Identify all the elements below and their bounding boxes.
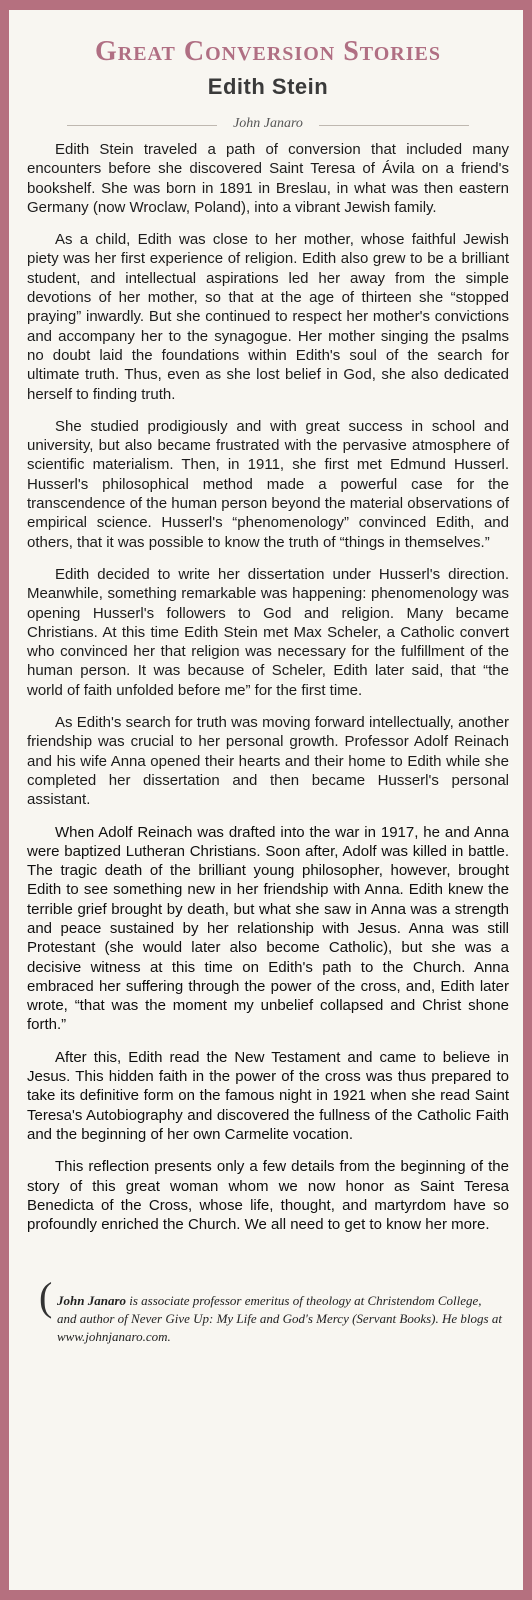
paragraph: As a child, Edith was close to her mother, whose faithful Jewish piety was her first experience of religion. Edith also grew to be a brilliant student, and intellectual aspirations led her away from the simple devotions of her mother, so that at the age of thirteen she “stopped praying” inwardly. But she continued to respect her mother's convictions and accompany her to the synagogue. Her mother singing the psalms no doubt laid the foundations within Edith's soul of the search for ultimate truth. Thus, even as she lost belief in God, she also dedicated herself to finding truth. bbox=[27, 231, 509, 403]
paragraph: This reflection presents only a few details from the beginning of the story of this great woman whom we now honor as Saint Teresa Benedicta of the Cross, whose life, thought, and martyrdom have so profoundly enriched the Church. We all need to get to know her more. bbox=[27, 1158, 509, 1234]
paragraph: Edith decided to write her dissertation under Husserl's direction. Meanwhile, something remarkable was happening: phenomenology was opening Husserl's followers to God and religion. Many became Christians. At this time Edith Stein met Max Scheler, a Catholic convert who convinced her that religion was necessary for the fulfillment of the human person. It was because of Scheler, Edith later said, that “the world of faith unfolded before me” for the first time. bbox=[27, 565, 509, 699]
paragraph: When Adolf Reinach was drafted into the war in 1917, he and Anna were baptized Lutheran Christians. Soon after, Adolf was killed in battle. The tragic death of the brilliant young philosopher, however, brought Edith to see something new in her friendship with Anna. Edith knew the terrible grief brought by death, but what she saw in Anna was a strength and peace sustained by her relationship with Jesus. Anna was still Protestant (she would later also become Catholic), but she was a decisive witness at this time on Edith's path to the Church. Anna embraced her suffering through the power of the cross, and, Edith later wrote, “that was the moment my unbelief collapsed and Christ shone forth.” bbox=[27, 823, 509, 1034]
article-subject: Edith Stein bbox=[207, 74, 329, 99]
bio-author-name: John Janaro bbox=[57, 1293, 126, 1309]
paragraph: After this, Edith read the New Testament and came to believe in Jesus. This hidden faith in the power of the cross was thus prepared to take its definitive form on the famous night in 1921 when she read Saint Teresa's Autobiography and discovered the fullness of the Catholic Faith and the beginning of her own Carmelite vocation. bbox=[27, 1048, 509, 1143]
byline: John Janaro bbox=[27, 116, 509, 132]
bio-text: is associate professor emeritus of theology at Christendom College, and author of Never Give Up: My Life and God's Mercy (Servant Books). He blogs at www.johnjanaro.com. bbox=[57, 1293, 502, 1345]
bracket-ornament: ( bbox=[39, 1274, 53, 1320]
author-bio bbox=[39, 1274, 503, 1346]
paragraph: As Edith's search for truth was moving forward intellectually, another friendship was crucial to her personal growth. Professor Adolf Reinach and his wife Anna opened their hearts and their home to Edith while she completed her dissertation and then became Husserl's personal assistant. bbox=[27, 714, 509, 809]
paragraph: Edith Stein traveled a path of conversion that included many encounters before she discovered Saint Teresa of Ávila on a friend's bookshelf. She was born in 1891 in Breslau, in what was then eastern Germany (now Wroclaw, Poland), into a vibrant Jewish family. bbox=[27, 141, 509, 216]
series-title: Great Conversion Stories bbox=[94, 36, 441, 67]
paragraph: She studied prodigiously and with great success in school and university, but also became frustrated with the pervasive atmosphere of scientific materialism. Then, in 1911, she first met Edmund Husserl. Husserl's philosophical method made a powerful case for the transcendence of the human person beyond the material observations of empirical science. Husserl's “phenomenology” convinced Edith, and others, that it was possible to know the truth of “things in themselves.” bbox=[27, 417, 509, 551]
article-body bbox=[27, 140, 509, 1234]
article-page bbox=[9, 10, 523, 1590]
